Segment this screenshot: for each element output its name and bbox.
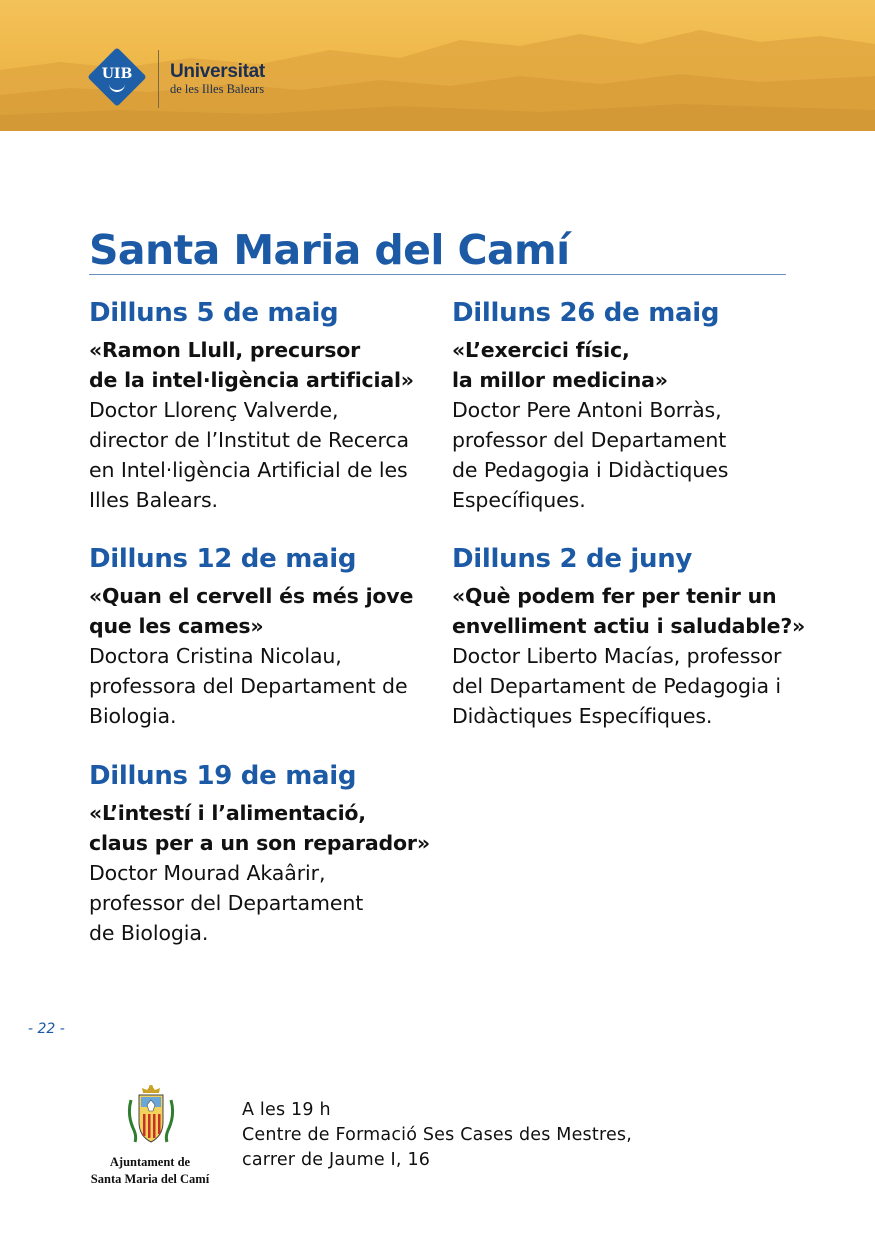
venue-name: Centre de Formació Ses Cases des Mestres, bbox=[242, 1125, 632, 1145]
event-speaker: Doctor Liberto Macías, professor del Departament de Pedagogia i Didàctiques Específiques. bbox=[452, 644, 782, 728]
university-name: Universitat bbox=[170, 61, 265, 82]
event-speaker: Doctor Mourad Akaârir, professor del Departament de Biologia. bbox=[89, 861, 364, 945]
event-date: Dilluns 5 de maig bbox=[89, 298, 339, 328]
event-talk-title: «L’intestí i l’alimentació, claus per a un son reparador» bbox=[89, 801, 430, 855]
venue-address: carrer de Jaume I, 16 bbox=[242, 1150, 431, 1170]
event-talk-title: «Què podem fer per tenir un envelliment actiu i saludable?» bbox=[452, 584, 806, 638]
council-name-line2: Santa Maria del Camí bbox=[90, 1172, 210, 1186]
event-item bbox=[89, 543, 449, 731]
event-speaker: Doctor Pere Antoni Borràs, professor del Departament de Pedagogia i Didàctiques Específiques. bbox=[452, 398, 729, 512]
event-date: Dilluns 26 de maig bbox=[452, 298, 720, 328]
event-item bbox=[452, 297, 812, 515]
university-subtitle: de les Illes Balears bbox=[170, 82, 265, 96]
title-divider bbox=[89, 274, 786, 275]
page-number: - 22 - bbox=[28, 1021, 65, 1037]
venue-info bbox=[242, 1098, 632, 1173]
header-banner bbox=[0, 0, 875, 131]
municipal-crest-icon bbox=[127, 1084, 175, 1148]
event-time: A les 19 h bbox=[242, 1100, 331, 1120]
event-date: Dilluns 12 de maig bbox=[89, 544, 357, 574]
event-talk-title: «L’exercici físic, la millor medicina» bbox=[452, 338, 668, 392]
event-date: Dilluns 2 de juny bbox=[452, 544, 693, 574]
council-name-line1: Ajuntament de bbox=[109, 1155, 191, 1169]
event-item bbox=[452, 543, 832, 731]
university-logo bbox=[88, 48, 288, 110]
uib-logo-mark: UIB bbox=[101, 66, 133, 82]
council-name bbox=[82, 1154, 218, 1188]
logo-divider bbox=[158, 50, 159, 108]
event-talk-title: «Quan el cervell és més jove que les cames» bbox=[89, 584, 414, 638]
event-date: Dilluns 19 de maig bbox=[89, 761, 357, 791]
event-speaker: Doctor Llorenç Valverde, director de l’Institut de Recerca en Intel·ligència Artificial de les Illes Balears. bbox=[89, 398, 409, 512]
event-speaker: Doctora Cristina Nicolau, professora del Departament de Biologia. bbox=[89, 644, 408, 728]
event-talk-title: «Ramon Llull, precursor de la intel·ligència artificial» bbox=[89, 338, 414, 392]
event-item bbox=[89, 297, 449, 515]
page-title: Santa Maria del Camí bbox=[89, 226, 570, 274]
event-item bbox=[89, 760, 449, 948]
